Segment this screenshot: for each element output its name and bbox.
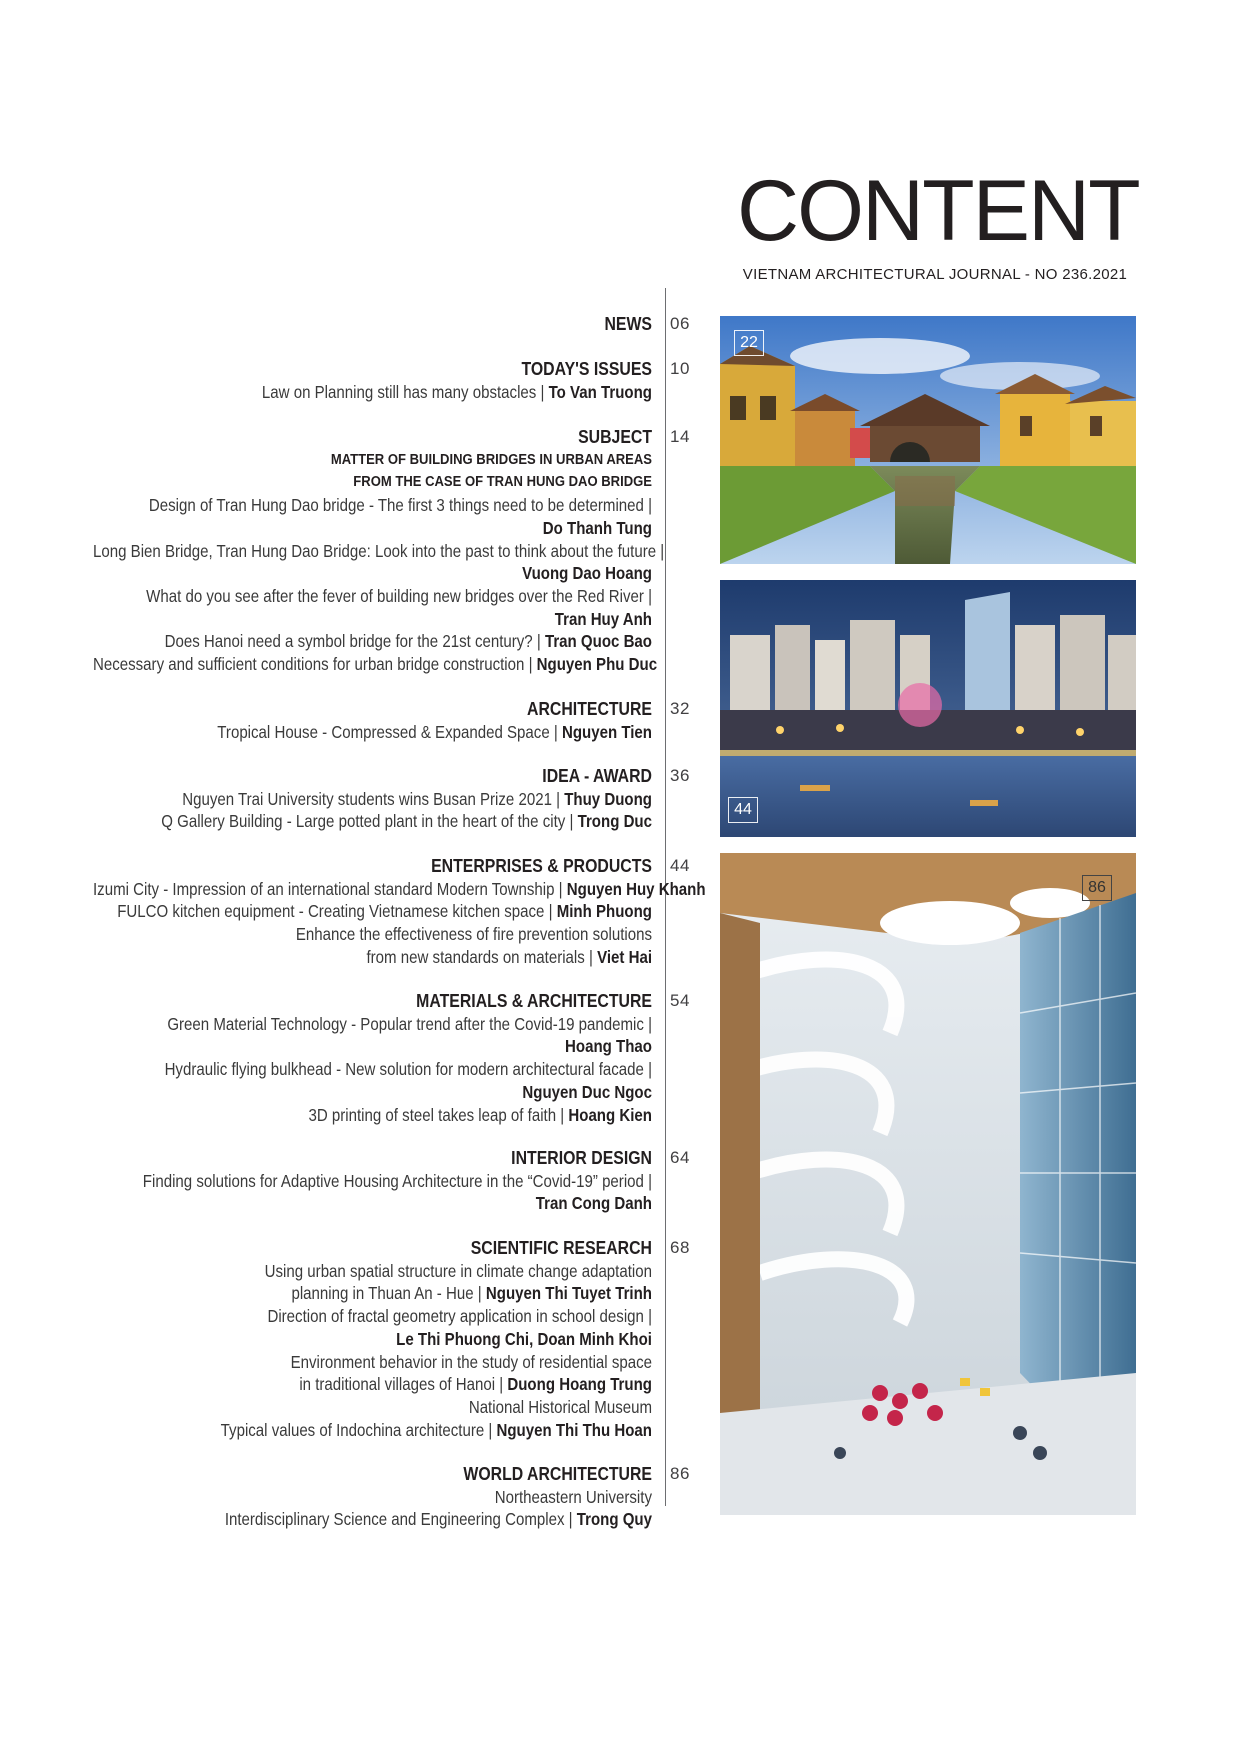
page-number: 36	[670, 766, 690, 785]
article-title: Izumi City - Impression of an international standard Modern Township |	[93, 878, 567, 899]
article-title: Necessary and sufficient conditions for urban bridge construction |	[93, 654, 537, 675]
page-number: 44	[670, 856, 690, 875]
page-badge-44: 44	[728, 797, 758, 823]
article-entry[interactable]	[93, 653, 658, 676]
article-author: Thuy Duong	[564, 788, 652, 809]
article-entry[interactable]	[93, 1058, 652, 1081]
article-author: Nguyen Thi Tuyet Trinh	[485, 1283, 652, 1304]
article-title: 3D printing of steel takes leap of faith |	[308, 1104, 569, 1125]
article-title: Using urban spatial structure in climate change adaptation	[264, 1260, 652, 1281]
toc-section	[2, 698, 652, 743]
page-title: CONTENT	[737, 163, 1139, 259]
page-number: 64	[670, 1148, 690, 1167]
toc-section	[2, 426, 665, 676]
photo-hoi-an-bridge-image	[720, 316, 1136, 564]
photo-izumi-city	[720, 580, 1136, 837]
article-title: Law on Planning still has many obstacles |	[261, 381, 549, 402]
section-heading[interactable]: INTERIOR DESIGN	[511, 1148, 652, 1168]
article-entry[interactable]	[93, 1328, 652, 1351]
article-author: Do Thanh Tung	[542, 517, 652, 538]
toc-section	[2, 765, 652, 833]
article-entry[interactable]	[93, 788, 652, 811]
photo-hoi-an-bridge	[720, 316, 1136, 564]
article-author: Nguyen Huy Khanh	[566, 878, 706, 899]
article-author: Viet Hai	[597, 946, 652, 967]
article-title: Long Bien Bridge, Tran Hung Dao Bridge: Look into the past to think about the future |	[93, 540, 665, 561]
article-entry[interactable]	[93, 540, 665, 563]
article-title: Enhance the effectiveness of fire prevention solutions	[295, 924, 652, 945]
article-author: Nguyen Duc Ngoc	[522, 1081, 652, 1102]
article-author: Tran Huy Anh	[554, 608, 652, 629]
article-entry[interactable]	[93, 946, 652, 969]
article-entry[interactable]	[93, 494, 652, 517]
article-title: National Historical Museum	[468, 1396, 652, 1417]
article-entry[interactable]	[93, 562, 652, 585]
article-title: Environment behavior in the study of residential space	[290, 1351, 652, 1372]
section-heading[interactable]: TODAY'S ISSUES	[521, 359, 652, 379]
section-subheading: FROM THE CASE OF TRAN HUNG DAO BRIDGE	[353, 474, 652, 491]
page-number: 10	[670, 359, 690, 378]
article-entry[interactable]	[93, 1192, 652, 1215]
article-title: Design of Tran Hung Dao bridge - The first 3 things need to be determined |	[148, 495, 652, 516]
article-title: Green Material Technology - Popular trend after the Covid-19 pandemic |	[167, 1013, 652, 1034]
article-entry[interactable]	[93, 878, 706, 901]
article-title: Hydraulic flying bulkhead - New solution for modern architectural facade |	[164, 1059, 652, 1080]
page-badge-22: 22	[734, 330, 764, 356]
section-heading[interactable]: SUBJECT	[578, 427, 652, 447]
article-entry[interactable]	[93, 1419, 652, 1442]
page-number: 86	[670, 1464, 690, 1483]
page-number: 68	[670, 1238, 690, 1257]
article-entry[interactable]	[93, 585, 652, 608]
article-entry[interactable]	[93, 630, 652, 653]
article-title: What do you see after the fever of building new bridges over the Red River |	[146, 585, 652, 606]
article-entry[interactable]	[93, 1260, 652, 1283]
article-entry[interactable]	[93, 1104, 652, 1127]
article-entry[interactable]	[93, 923, 652, 946]
article-author: Vuong Dao Hoang	[522, 563, 652, 584]
photo-atrium-interior	[720, 853, 1136, 1515]
article-entry[interactable]	[93, 721, 652, 744]
article-entry[interactable]	[93, 1373, 652, 1396]
article-title: Interdisciplinary Science and Engineering Complex |	[224, 1509, 577, 1530]
article-entry[interactable]	[93, 1508, 652, 1531]
article-entry[interactable]	[93, 1396, 652, 1419]
article-entry[interactable]	[93, 1035, 652, 1058]
article-title: Typical values of Indochina architecture |	[220, 1419, 497, 1440]
page-badge-86: 86	[1082, 875, 1112, 901]
toc-section	[2, 313, 652, 336]
section-heading[interactable]: ENTERPRISES & PRODUCTS	[431, 856, 652, 876]
toc-section	[2, 1463, 652, 1531]
article-title: Northeastern University	[494, 1486, 652, 1507]
section-heading[interactable]: MATERIALS & ARCHITECTURE	[416, 991, 652, 1011]
article-entry[interactable]	[93, 1081, 652, 1104]
toc-section	[2, 990, 652, 1126]
article-entry[interactable]	[93, 810, 652, 833]
section-heading[interactable]: ARCHITECTURE	[527, 699, 652, 719]
article-title: FULCO kitchen equipment - Creating Vietnamese kitchen space |	[117, 901, 557, 922]
article-entry[interactable]	[93, 1282, 652, 1305]
article-title: planning in Thuan An - Hue |	[291, 1283, 486, 1304]
article-title: Does Hanoi need a symbol bridge for the 21st century? |	[164, 631, 545, 652]
article-author: To Van Truong	[548, 381, 652, 402]
article-title: from new standards on materials |	[366, 946, 598, 967]
article-entry[interactable]	[93, 1013, 652, 1036]
article-entry[interactable]	[93, 1486, 652, 1509]
article-author: Le Thi Phuong Chi, Doan Minh Khoi	[396, 1328, 652, 1349]
section-heading[interactable]: WORLD ARCHITECTURE	[463, 1464, 652, 1484]
article-author: Tran Cong Danh	[535, 1193, 652, 1214]
article-entry[interactable]	[93, 900, 652, 923]
article-author: Nguyen Thi Thu Hoan	[496, 1419, 652, 1440]
page-number: 32	[670, 699, 690, 718]
page-number: 06	[670, 314, 690, 333]
page-number: 14	[670, 427, 690, 446]
article-entry[interactable]	[93, 1305, 652, 1328]
article-title: Q Gallery Building - Large potted plant in the heart of the city |	[161, 811, 578, 832]
article-title: Direction of fractal geometry application in school design |	[267, 1306, 652, 1327]
toc-section	[2, 1237, 652, 1441]
article-title: Nguyen Trai University students wins Busan Prize 2021 |	[182, 788, 565, 809]
section-heading[interactable]: NEWS	[604, 314, 652, 334]
article-entry[interactable]	[93, 608, 652, 631]
article-author: Trong Quy	[576, 1509, 652, 1530]
toc-section	[2, 358, 652, 403]
section-heading[interactable]: SCIENTIFIC RESEARCH	[470, 1238, 652, 1258]
article-author: Trong Duc	[577, 811, 652, 832]
article-entry[interactable]	[93, 1351, 652, 1374]
article-author: Nguyen Tien	[561, 721, 652, 742]
article-author: Hoang Thao	[565, 1036, 652, 1057]
photo-atrium-interior-image	[720, 853, 1136, 1515]
section-subheading: MATTER OF BUILDING BRIDGES IN URBAN AREAS	[330, 451, 652, 468]
article-title: in traditional villages of Hanoi |	[299, 1374, 508, 1395]
journal-subtitle: VIETNAM ARCHITECTURAL JOURNAL - NO 236.2021	[742, 266, 1128, 283]
article-author: Duong Hoang Trung	[507, 1374, 652, 1395]
article-entry[interactable]	[93, 517, 652, 540]
article-title: Tropical House - Compressed & Expanded Space |	[217, 721, 562, 742]
article-author: Tran Quoc Bao	[544, 631, 652, 652]
article-author: Minh Phuong	[556, 901, 652, 922]
section-heading[interactable]: IDEA - AWARD	[542, 766, 652, 786]
article-title: Finding solutions for Adaptive Housing Architecture in the “Covid-19” period |	[142, 1170, 652, 1191]
article-author: Hoang Kien	[568, 1104, 652, 1125]
article-entry[interactable]	[93, 381, 652, 404]
page-number: 54	[670, 991, 690, 1010]
article-entry[interactable]	[93, 1170, 652, 1193]
photo-izumi-city-image	[720, 580, 1136, 837]
toc-section	[2, 1147, 652, 1215]
article-author: Nguyen Phu Duc	[536, 654, 658, 675]
